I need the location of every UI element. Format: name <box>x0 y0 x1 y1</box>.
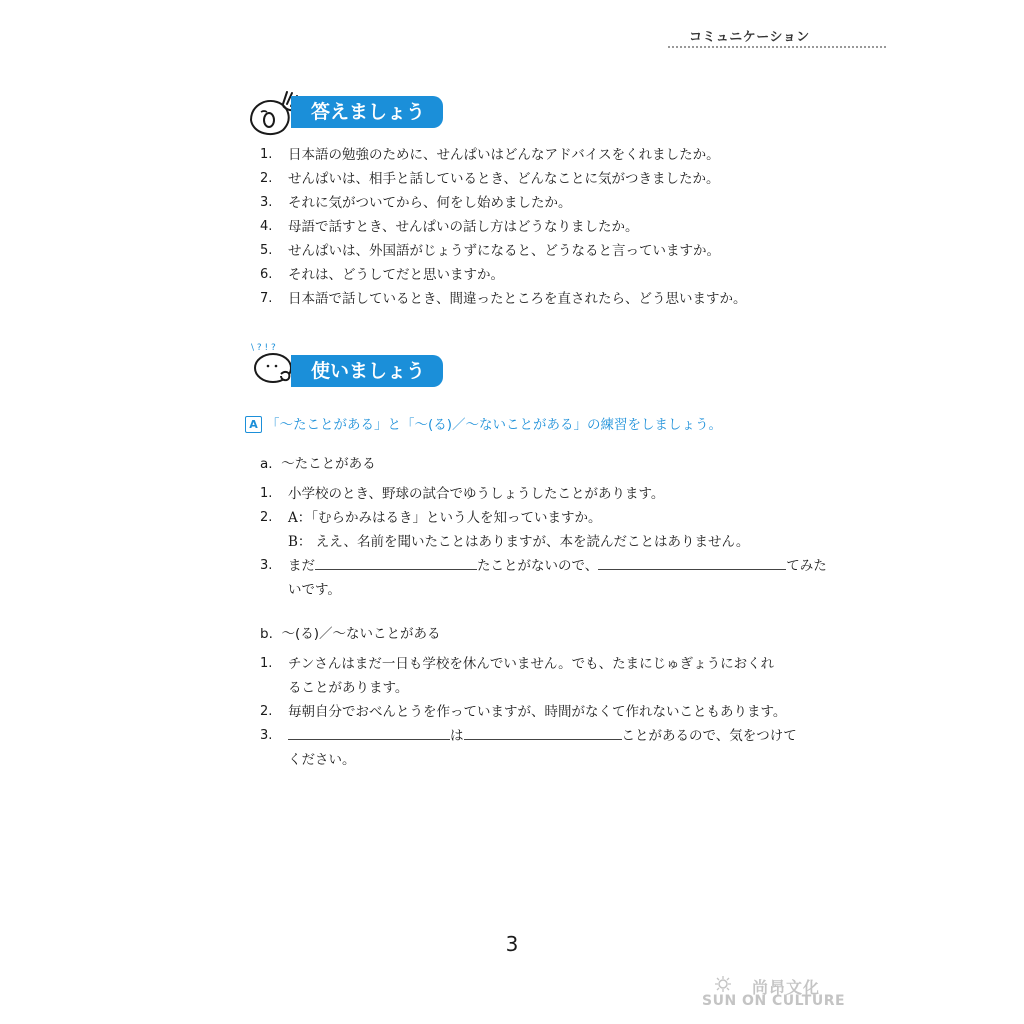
running-header-title: コミュニケーション <box>689 30 810 45</box>
comprehension-question-list <box>260 143 746 311</box>
list-item: 1. チンさんはまだ一日も学校を休んでいません。でも、たまにじゅぎょうにおくれ ることがあります。 <box>260 656 775 696</box>
watermark-chinese: 尚昂文化 <box>752 978 821 997</box>
sun-logo-icon <box>714 976 732 992</box>
answer-blank-input[interactable] <box>315 555 477 570</box>
answer-blank-input[interactable] <box>598 555 786 570</box>
answer-blank-input[interactable] <box>464 725 622 740</box>
list-item: 2. A：「むらかみはるき」という人を知っていますか。 B： ええ、名前を聞いたことはありますが、本を読んだことはありません。 <box>260 510 750 550</box>
list-item: 3. それに気がついてから、何をし始めましたか。 <box>260 195 572 211</box>
list-item: 1. 日本語の勉強のために、せんぱいはどんなアドバイスをくれましたか。 <box>260 147 720 163</box>
part-a-list <box>260 482 827 602</box>
answer-section-heading <box>247 90 467 132</box>
list-item: 3. は ことがあるので、気をつけて ください。 <box>260 724 797 772</box>
use-section-heading <box>247 343 467 392</box>
list-item: 2. 毎朝自分でおべんとうを作っていますが、時間がなくて作れないこともあります。 <box>260 704 787 720</box>
exercise-a-badge: A <box>245 416 262 433</box>
list-item: 2. せんぱいは、相手と話しているとき、どんなことに気がつきましたか。 <box>260 171 720 187</box>
part-a-heading: a. 〜たことがある <box>260 456 376 472</box>
list-item: 7. 日本語で話しているとき、間違ったところを直されたら、どう思いますか。 <box>260 291 747 307</box>
watermark-english: SUN ON CULTURE <box>702 993 846 1009</box>
exercise-a-instruction: A 「〜たことがある」と「〜(る)／〜ないことがある」の練習をしましょう。 <box>245 413 722 433</box>
list-item: 1. 小学校のとき、野球の試合でゆうしょうしたことがあります。 <box>260 486 665 502</box>
svg-text:\ ? ! ?: \ ? ! ? <box>251 343 276 353</box>
page-number: 3 <box>505 932 519 956</box>
header-divider <box>668 46 886 48</box>
use-section-title: 使いましょう <box>291 355 443 387</box>
list-item: 5. せんぱいは、外国語がじょうずになると、どうなると言っていますか。 <box>260 243 720 259</box>
part-b-list <box>260 652 797 772</box>
list-item: 3. まだ たことがないので、 てみた いです。 <box>260 554 827 602</box>
part-b-heading: b. 〜(る)／〜ないことがある <box>260 626 441 642</box>
answer-section-title: 答えましょう <box>291 96 443 128</box>
list-item: 4. 母語で話すとき、せんぱいの話し方はどうなりましたか。 <box>260 219 639 235</box>
list-item: 6. それは、どうしてだと思いますか。 <box>260 267 504 283</box>
answer-blank-input[interactable] <box>288 725 450 740</box>
